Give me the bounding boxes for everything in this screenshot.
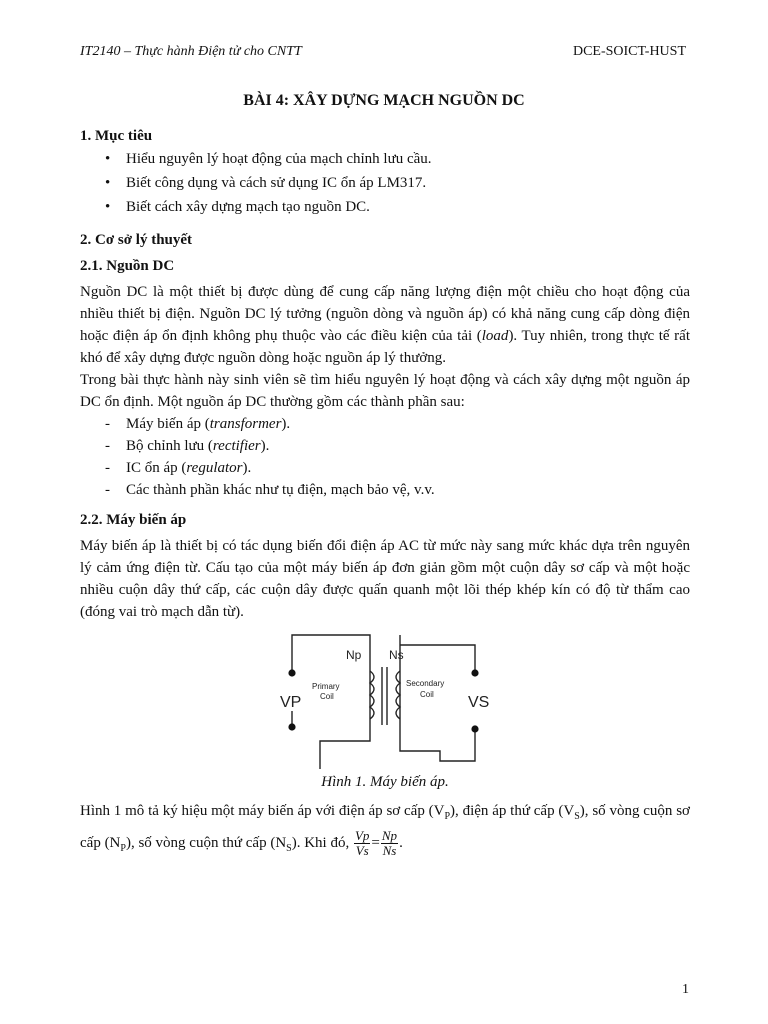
secondary-terminal-top [471,669,478,676]
document-body [80,128,690,861]
fraction-turns: $\frac{Np}{Ns}$ [381,828,398,858]
components-list [80,413,690,501]
subsection-heading-transformer: 2.2. Máy biến áp [80,512,187,528]
ns-label: Ns [389,648,404,662]
primary-terminal-bottom [288,723,295,730]
secondary-coil-label-2: Coil [420,690,434,699]
figure-caption: Hình 1. Máy biến áp. [321,774,449,790]
primary-coil-label-2: Coil [320,692,334,701]
primary-terminal-top [288,669,295,676]
paragraph-dc-intro: Nguồn DC là một thiết bị được dùng để cung cấp năng lượng điện một chiều cho hoạt động của nhiều thiết bị điện. Nguồn DC lý tưởng (nguồn dòng và nguồn áp) có khả năng cung cấp dòng điện hoặc điện áp ổn định không phụ thuộc vào các điều kiện của tải (load). Tuy nhiên, trong thực tế rất khó để xây dựng được nguồn dòng hoặc nguồn áp lý thưởng. [80,284,690,366]
fraction-voltage: $\frac{Vp}{Vs}$ [354,828,370,858]
secondary-wire [400,635,475,761]
paragraph-transformer: Máy biến áp là thiết bị có tác dụng biến đổi điện áp AC từ mức này sang mức khác dựa trên nguyên lý cảm ứng điện từ. Cấu tạo của một máy biến áp đơn giản gồm một cuộn dây sơ cấp và một hoặc nhiều cuộn dây thứ cấp, các cuộn dây được quấn quanh một lõi thép khép kín có độ từ thẩm cao (đóng vai trò mạch dẫn từ). [80,538,690,620]
paragraph-transformer-equation: Hình 1 mô tả ký hiệu một máy biến áp với điện áp sơ cấp $(V_P)$, điện áp thứ cấp $(V_S)$, số vòng cuộn sơ cấp $(N_P)$, số vòng cuộn thứ cấp $(N_S)$. Khi đó, $\frac{Vp}{Vs}$ = $\frac{Np}{Ns}$ . [80,803,690,858]
list-item: • Biết cách xây dựng mạch tạo nguồn DC. [80,195,690,219]
page-number: 1 [682,982,689,997]
primary-coil-label: Primary [312,682,340,691]
list-item: - IC ổn áp (regulator). [80,457,690,479]
paragraph-dc-components: Trong bài thực hành này sinh viên sẽ tìm hiểu nguyên lý hoạt động và cách xây dựng một nguồn áp DC ổn định. Một nguồn áp DC thường gồm các thành phần sau: [80,372,690,410]
list-item: - Các thành phần khác như tụ điện, mạch bảo vệ, v.v. [80,479,690,501]
lesson-title: BÀI 4: XÂY DỰNG MẠCH NGUỒN DC [243,92,525,109]
section-heading-objectives: 1. Mục tiêu [80,128,153,144]
page-header [80,44,686,60]
header-course: IT2140 – Thực hành Điện tử cho CNTT [80,44,302,59]
subsection-heading-dc-source: 2.1. Nguồn DC [80,258,175,274]
vs-label: VS [468,694,490,711]
secondary-terminal-bottom [471,725,478,732]
transformer-figure [80,631,690,769]
header-department: DCE-SOICT-HUST [572,44,686,59]
np-label: Np [346,648,362,662]
list-item: • Biết công dụng và cách sử dụng IC ổn áp LM317. [80,171,690,195]
vp-label: VP [280,694,302,711]
objectives-list [80,147,690,219]
section-heading-theory: 2. Cơ sở lý thuyết [80,232,193,248]
transformer-diagram [80,631,690,769]
list-item: - Bộ chỉnh lưu (rectifier). [80,435,690,457]
list-item: - Máy biến áp (transformer). [80,413,690,435]
list-item: • Hiểu nguyên lý hoạt động của mạch chỉnh lưu cầu. [80,147,690,171]
secondary-coil-label: Secondary [406,679,445,688]
